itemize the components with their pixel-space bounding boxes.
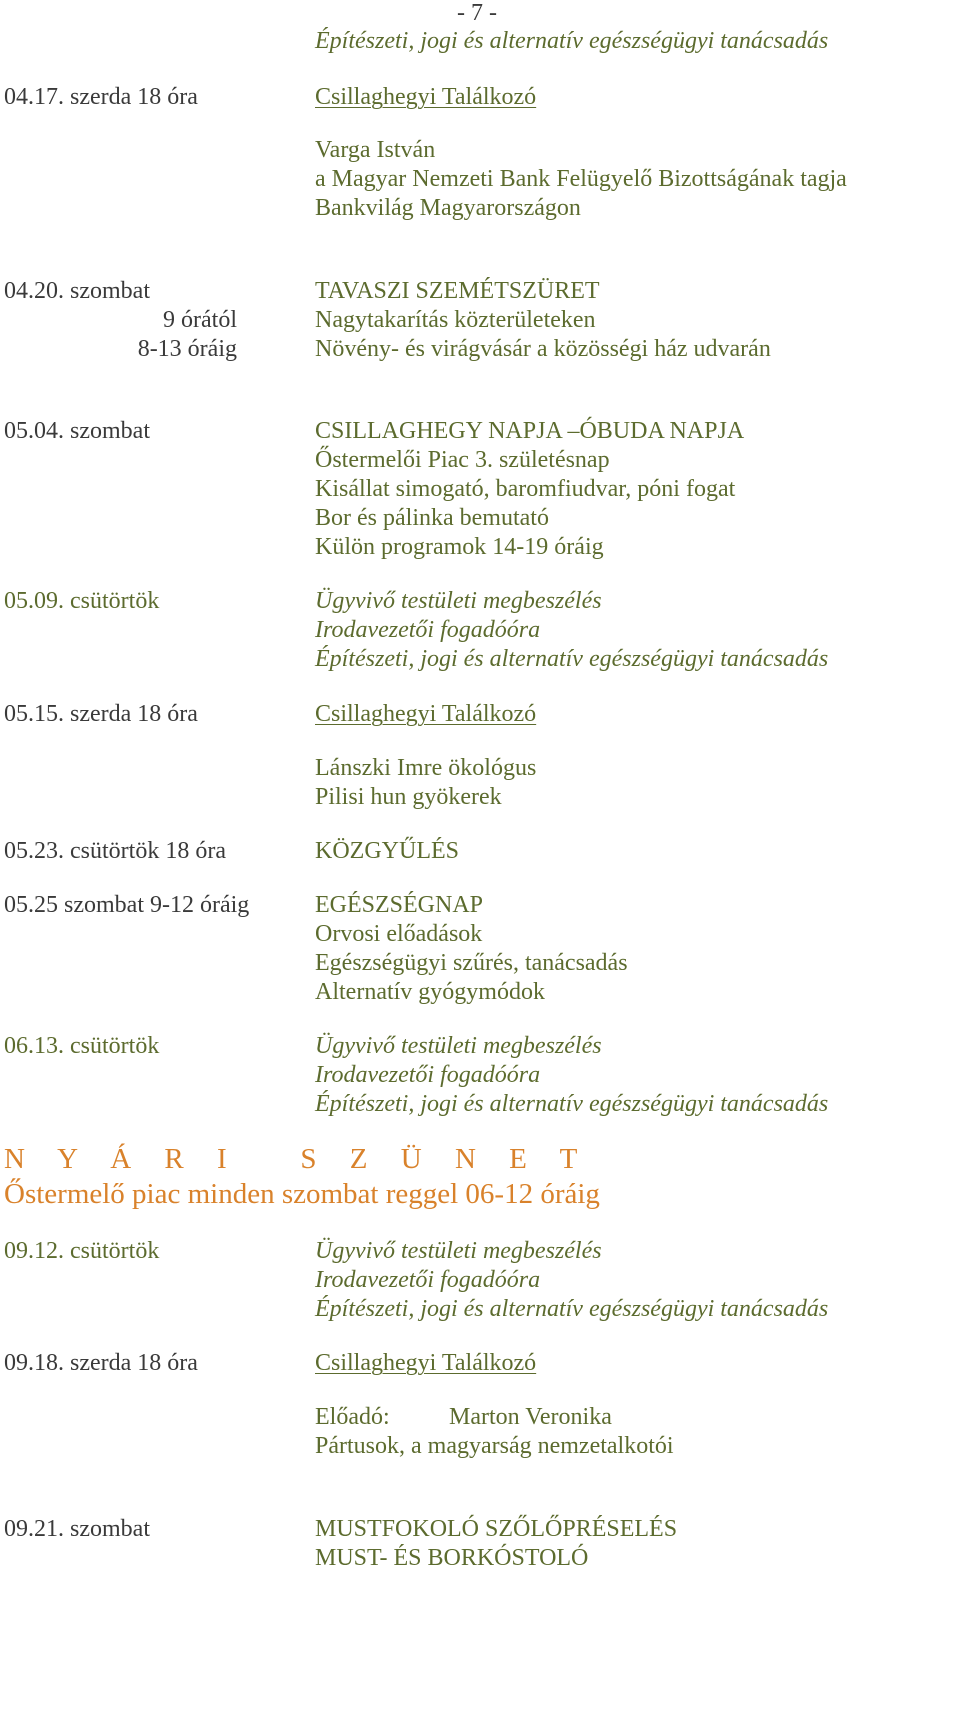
event-line: Őstermelői Piac 3. születésnap — [315, 447, 610, 473]
event-line: Építészeti, jogi és alternatív egészségügyi tanácsadás — [315, 1296, 829, 1322]
event-date: 04.20. szombat — [4, 278, 150, 304]
event-line: Építészeti, jogi és alternatív egészségügyi tanácsadás — [315, 1091, 829, 1117]
event-line: MUST- ÉS BORKÓSTOLÓ — [315, 1545, 589, 1571]
event-title: Csillaghegyi Találkozó — [315, 84, 537, 110]
event-line: Ügyvivő testületi megbeszélés — [315, 1033, 602, 1059]
event-title: KÖZGYŰLÉS — [315, 838, 459, 864]
event-line: Pártusok, a magyarság nemzetalkotói — [315, 1433, 674, 1459]
event-line: Ügyvivő testületi megbeszélés — [315, 1238, 602, 1264]
event-date: 04.17. szerda 18 óra — [4, 84, 198, 110]
event-line: Építészeti, jogi és alternatív egészségügyi tanácsadás — [315, 646, 829, 672]
event-title: MUSTFOKOLÓ SZŐLŐPRÉSELÉS — [315, 1516, 678, 1542]
event-line: Pilisi hun gyökerek — [315, 784, 502, 810]
event-line: Kisállat simogató, baromfiudvar, póni fogat — [315, 476, 736, 502]
event-date: 05.25 szombat 9-12 óráig — [4, 892, 250, 918]
event-date: 09.18. szerda 18 óra — [4, 1350, 198, 1376]
event-line: Varga István — [315, 137, 436, 163]
event-line: Irodavezetői fogadóóra — [315, 1267, 541, 1293]
event-line: Bankvilág Magyarországon — [315, 195, 581, 221]
event-line: Növény- és virágvásár a közösségi ház udvarán — [315, 336, 771, 362]
event-date: 05.09. csütörtök — [4, 588, 160, 614]
event-title: EGÉSZSÉGNAP — [315, 892, 484, 918]
event-time: 8-13 óráig — [137, 336, 237, 362]
advice-line: Építészeti, jogi és alternatív egészségügyi tanácsadás — [315, 28, 829, 54]
event-line: Nagytakarítás közterületeken — [315, 307, 596, 333]
speaker-label: Előadó: — [315, 1404, 390, 1430]
event-line: Orvosi előadások — [315, 921, 483, 947]
summer-market-note: Őstermelő piac minden szombat reggel 06-12 óráig — [4, 1178, 600, 1210]
event-date: 05.04. szombat — [4, 418, 150, 444]
event-date: 09.21. szombat — [4, 1516, 150, 1542]
event-line: Külön programok 14-19 óráig — [315, 534, 604, 560]
event-line: Ügyvivő testületi megbeszélés — [315, 588, 602, 614]
speaker-name: Marton Veronika — [449, 1404, 612, 1430]
event-date: 09.12. csütörtök — [4, 1238, 160, 1264]
event-line: Lánszki Imre ökológus — [315, 755, 537, 781]
summer-break-heading: N Y Á R I S Z Ü N E T — [4, 1143, 591, 1175]
event-line: a Magyar Nemzeti Bank Felügyelő Bizottságának tagja — [315, 166, 847, 192]
event-date: 06.13. csütörtök — [4, 1033, 160, 1059]
event-line: Bor és pálinka bemutató — [315, 505, 549, 531]
event-line: Irodavezetői fogadóóra — [315, 617, 541, 643]
event-line: Alternatív gyógymódok — [315, 979, 545, 1005]
event-title: TAVASZI SZEMÉTSZÜRET — [315, 278, 600, 304]
event-line: Egészségügyi szűrés, tanácsadás — [315, 950, 628, 976]
event-time: 9 órától — [163, 307, 237, 333]
event-title: Csillaghegyi Találkozó — [315, 701, 537, 727]
event-title: CSILLAGHEGY NAPJA –ÓBUDA NAPJA — [315, 418, 745, 444]
event-line: Irodavezetői fogadóóra — [315, 1062, 541, 1088]
event-date: 05.23. csütörtök 18 óra — [4, 838, 226, 864]
page-number: - 7 - — [457, 0, 497, 26]
event-date: 05.15. szerda 18 óra — [4, 701, 198, 727]
event-title: Csillaghegyi Találkozó — [315, 1350, 537, 1376]
